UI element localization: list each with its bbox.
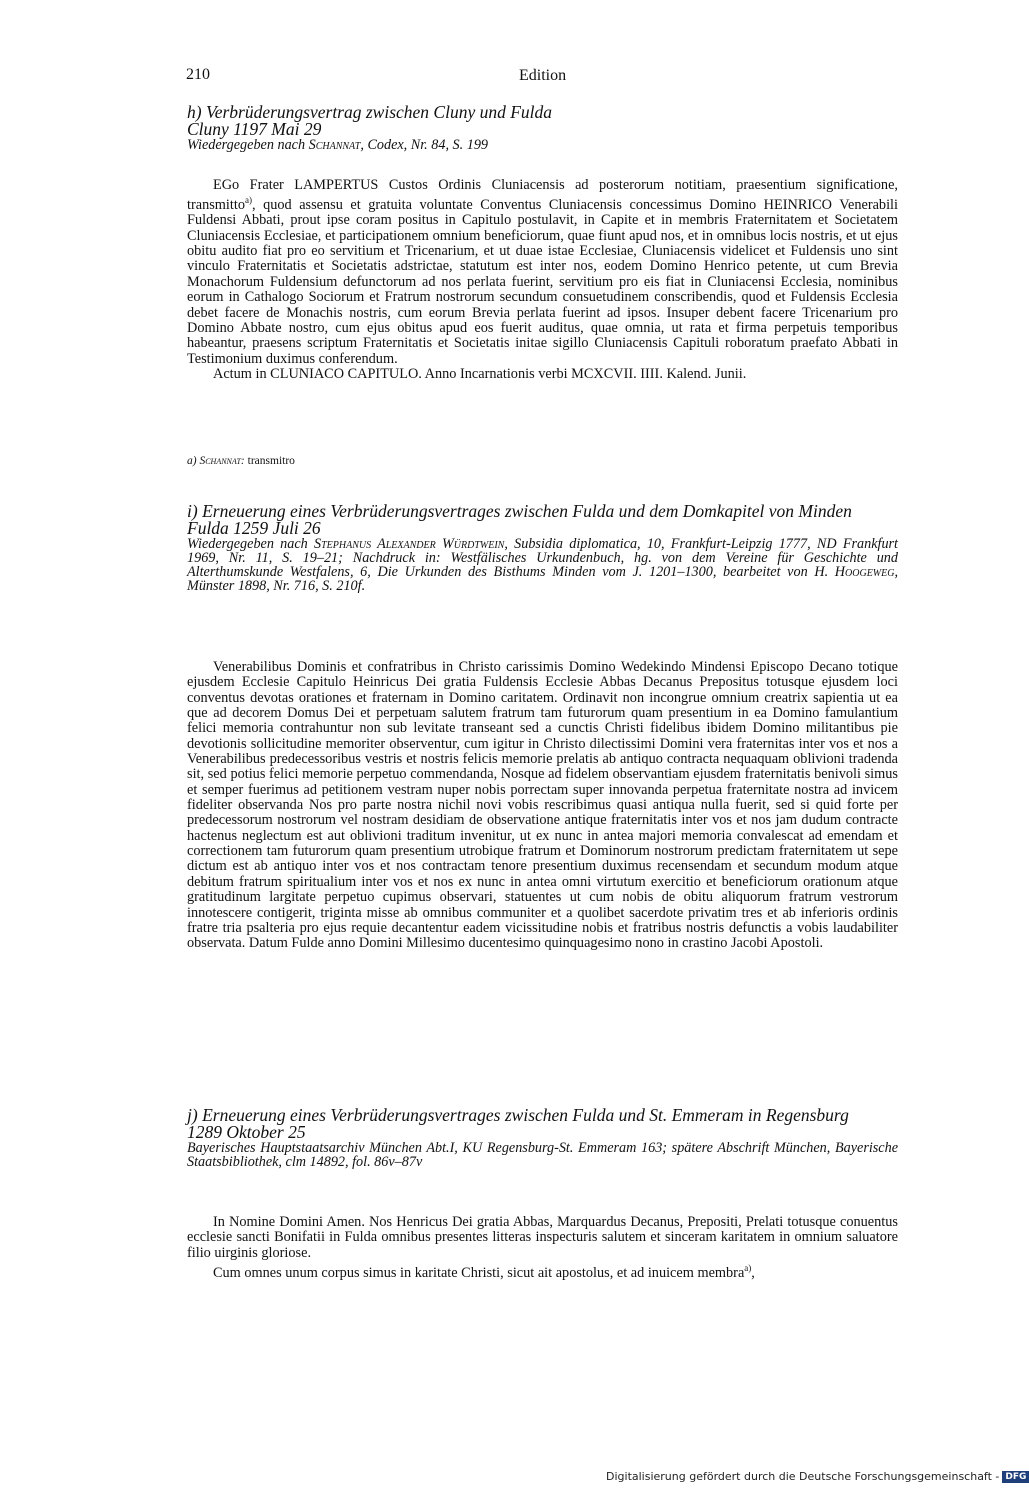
section-h-text — [187, 178, 898, 382]
section-h-header — [187, 104, 898, 152]
section-j-source: Bayerisches Hauptstaatsarchiv München Abt.I, KU Regensburg-St. Emmeram 163; spätere Abschrift München, Bayerische Staatsbibliothek, clm 14892, fol. 86v–87v — [187, 1140, 898, 1170]
section-j-paragraph-1: In Nomine Domini Amen. Nos Henricus Dei gratia Abbas, Marquardus Decanus, Prepositi, Prelati totusque conuentus ecclesie sancti Bonifatii in Fulda omnibus presentes litteras inspecturis salutem et sinceram karitatem in omnium saluatore filio uirginis gloriose. — [187, 1214, 898, 1261]
section-i-date: Fulda 1259 Juli 26 — [187, 518, 321, 538]
section-h-paragraph: EGo Frater LAMPERTUS Custos Ordinis Cluniacensis ad posterorum notitiam, praesentium significatione, transmitto$^{a)}$, quod assensu et gratuita voluntate Conventus Cluniacensis concessimus Domino HEINRICO Venerabili Fuldensi Abbati, prout ipse coram positus in Capitulo postulavit, in Capite et in membris Fraternitatem et Societatem Cluniacensis Ecclesiae, et participationem omnium beneficiorum, quae fiunt apud nos, et in omnibus locis nostris, et ut ejus obitu audito fiat pro eo servitium et Tricenarium, et ut duae istae Ecclesiae, Cluniacensis videlicet et Fuldensis uno sint vinculo Fraternitatis et Societatis adstrictae, statutum est inter nos, eodem Domino Henrico petente, ut cum Brevia Monachorum Fuldensium defunctorum ad nos perlata fuerint, servitium pro eis fiat in Cluniacensi Ecclesia, nominibus eorum in Cathalogo Sociorum et Fratrum nostrorum secundum consuetudinem conscribendis, quod et Fuldensis Ecclesia debet facere de Monachis nostris, cum eorum Brevia perlata fuerint ad ipsos. Insuper debent facere Tricenarium pro Domino Abbate nostro, cum ejus obitus apud eos fuerit auditus, quae omnia, ut rata et firma perpetuis temporibus habeantur, praesens scriptum Fraternitatis et Societatis initae sigillo Cluniacensis Capituli roboratum praefato Abbati in Testimonium duximus conferendum. — [187, 177, 898, 367]
running-title: Edition — [519, 67, 567, 84]
section-i-text — [187, 660, 898, 952]
section-j-heading: j) Erneuerung eines Verbrüderungsvertrages zwischen Fulda und St. Emmeram in Regensburg — [187, 1105, 849, 1125]
section-j-text — [187, 1215, 898, 1281]
section-i-header — [187, 503, 898, 593]
section-i-heading: i) Erneuerung eines Verbrüderungsvertrages zwischen Fulda und dem Domkapitel von Minden — [187, 501, 852, 521]
section-i-paragraph: Venerabilibus Dominis et confratribus in Christo carissimis Domino Wedekindo Mindensi Episcopo Decano totique ejusdem Ecclesie Capitulo Heinricus Dei gratia Fuldensis Ecclesie Abbas Decanus Prepositus totusque ejusdem loci conventus devotas orationes et fraternam in Domino caritatem. Ordinavit non incongrue omnium creatrix sapientia ut ea que ad decorem Domus Dei et perpetuam salutem fratrum tam futurorum quam presentium in ea Domino famulantium felici memoria contrahuntur non sub levitate transeant sed a cunctis Christi fidelibus ibidem Domino militantibus pie devotionis sollicitudine memoriter observentur, cum igitur in Christo dilectissimi Domini vera fraternitas inter vos et nos a Venerabilibus predecessoribus vestris et nostris felicis memorie prelatis ab antiquo contracta nequaquam oblivioni tradenda sit, sed potius felici memorie perpetuo commendanda, Nosque ad fidelem observantiam ejusdem fraternitatis benivoli simus et semper fuerimus ad petitionem vestram nuper nobis porrectam super innovanda perpetua fraternitate nostra ad invicem fideliter observanda Nos pro parte nostra nichil novi vobis rescribimus quasi antiqua nulla fuerit, sed si quid forte per predecessorum nostrorum vel nostram desidiam de observatione antique fraternitatis inter vos et nos jam dudum contracte hactenus neglectum est aut oblivioni traditum invenitur, ut ex nunc in antea majori memoria convalescat ad emendam et correctionem tam futurorum quam presentium utrobique fratrum et Dominorum nostrorum predictam fraternitatem ut sepe dictum est ab antiquo inter vos et nos contractam tenore presentium duximus recensendam et secundum modum atque debitum fratrum spiritualium inter vos et nos ex nunc in antea omni virtutum exercitio et beneficiorum orationum atque gratitudinum largitate perpetuo cupimus observari, statuentes ut cum nobis de obitu aliquorum fratrum vestrorum innotescere contigerit, triginta misse ab omnibus communiter et a quolibet sacerdote privatim tres et ab inferioris ordinis fratre tria psalteria pro ejus requie decantentur eadem vicissitudine nobis et fratribus nostris defunctis a vobis laudabiliter observata. Datum Fulde anno Domini Millesimo ducentesimo quinquagesimo nono in crastino Jacobi Apostoli. — [187, 659, 898, 952]
section-h-footnote: a) Schannat: transmitro — [187, 455, 295, 467]
section-h-heading: h) Verbrüderungsvertrag zwischen Cluny und Fulda — [187, 102, 553, 122]
section-i-source: Wiedergegeben nach Stephanus Alexander Würdtwein, Subsidia diplomatica, 10, Frankfurt-Leipzig 1777, ND Frankfurt 1969, Nr. 11, S. 19–21; Nachdruck in: Westfälisches Urkundenbuch, hg. von dem Vereine für Geschichte und Alterthumskunde Westfalens, 6, Die Urkunden des Bisthums Minden vom J. 1201–1300, bearbeitet von H. Hoogeweg, Münster 1898, Nr. 716, S. 210f. — [187, 536, 899, 594]
digitization-credit: Digitalisierung gefördert durch die Deutsche Forschungsgemeinschaft - DFG — [606, 1470, 1029, 1483]
section-j-date: 1289 Oktober 25 — [187, 1122, 306, 1142]
section-h-date: Cluny 1197 Mai 29 — [187, 119, 322, 139]
section-j-paragraph-2: Cum omnes unum corpus simus in karitate Christi, sicut ait apostolus, et ad inuicem membra$^{a)}$, — [213, 1263, 755, 1281]
section-h-actum: Actum in CLUNIACO CAPITULO. Anno Incarnationis verbi MCXCVII. IIII. Kalend. Junii. — [213, 365, 747, 382]
dfg-logo: DFG — [1002, 1471, 1029, 1483]
page-number: 210 — [186, 66, 210, 83]
section-j-header — [187, 1107, 898, 1169]
section-h-source: Wiedergegeben nach Schannat, Codex, Nr. 84, S. 199 — [187, 137, 489, 153]
